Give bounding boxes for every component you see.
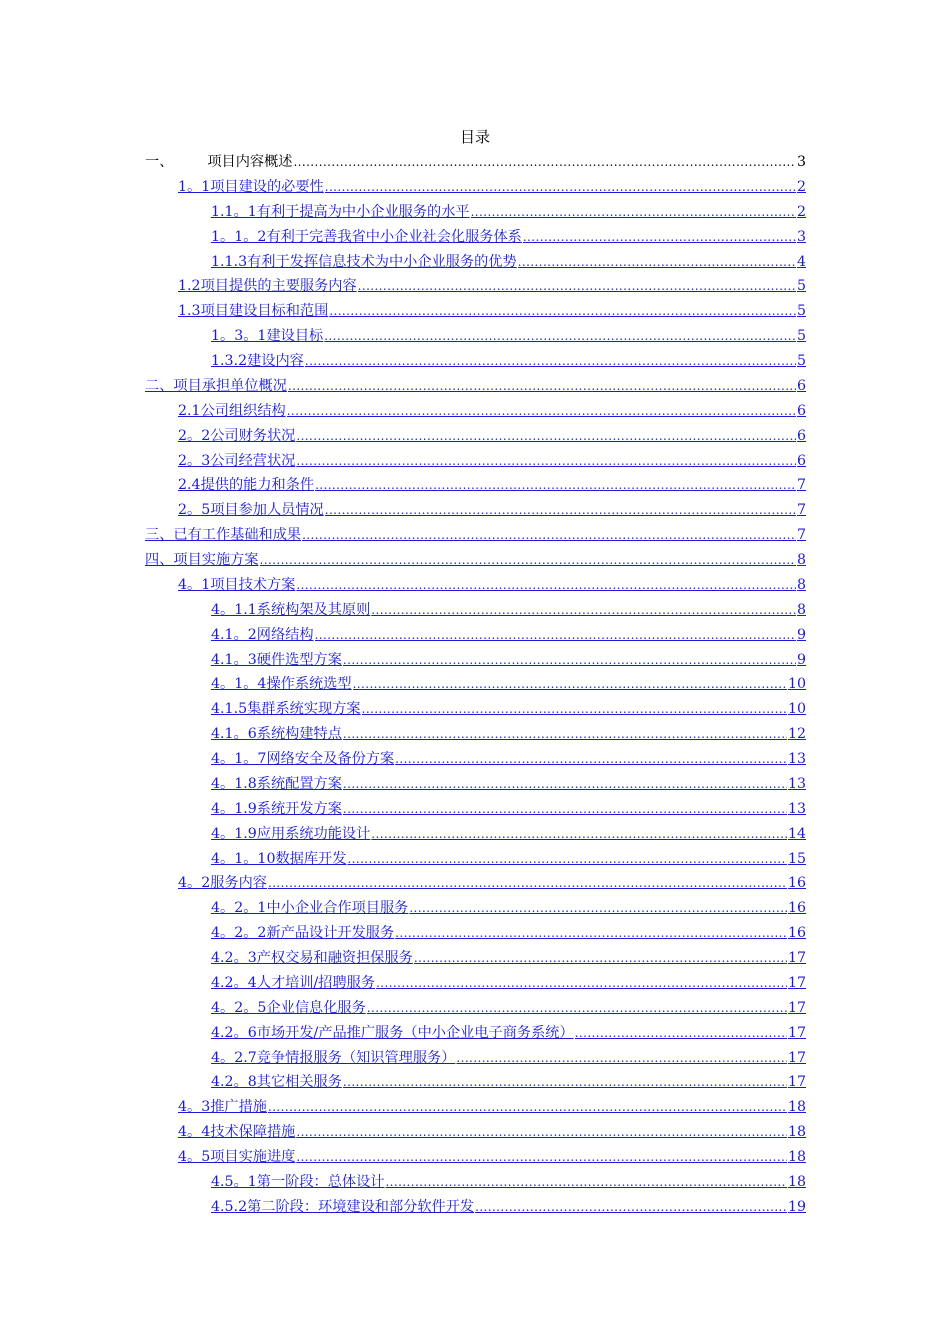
toc-entry-label: 2.1公司组织结构 <box>178 402 286 419</box>
toc-entry-label: 4.2。3产权交易和融资担保服务 <box>211 950 413 966</box>
toc-entry-label: 4。2服务内容 <box>178 875 267 892</box>
toc-dot-leader <box>362 697 787 722</box>
toc-dot-leader <box>471 200 796 225</box>
toc-page-number: 18 <box>787 1149 806 1165</box>
toc-entry-link[interactable] <box>145 896 806 921</box>
toc-entry-link[interactable] <box>145 473 806 498</box>
toc-page-number: 13 <box>787 751 806 767</box>
toc-dot-leader <box>523 225 796 250</box>
toc-entry-label: 4.1。2网络结构 <box>211 626 314 643</box>
toc-dot-leader <box>324 324 796 349</box>
toc-page-number: 7 <box>796 477 806 494</box>
table-of-contents <box>145 150 806 1220</box>
toc-entry-label: 4。2。2新产品设计开发服务 <box>211 925 395 942</box>
toc-dot-leader <box>296 1120 787 1145</box>
toc-entry-label: 2。3公司经营状况 <box>178 452 296 469</box>
toc-dot-leader <box>302 523 796 548</box>
toc-page-number: 13 <box>787 775 806 792</box>
toc-dot-leader <box>343 772 787 797</box>
toc-page-number: 15 <box>787 850 806 867</box>
toc-page-number: 17 <box>787 1074 806 1091</box>
toc-page-number: 14 <box>787 825 806 842</box>
toc-dot-leader <box>343 797 787 822</box>
toc-entry-link[interactable] <box>145 1145 806 1170</box>
toc-dot-leader <box>367 996 787 1021</box>
toc-entry-label: 2。5项目参加人员情况 <box>178 502 324 519</box>
toc-dot-leader <box>395 921 787 946</box>
toc-entry-link[interactable] <box>145 797 806 822</box>
toc-page-number: 16 <box>787 875 806 892</box>
toc-entry-label: 4。2。1中小企业合作项目服务 <box>211 900 409 917</box>
toc-dot-leader <box>287 399 796 424</box>
toc-dot-leader <box>343 1070 787 1095</box>
toc-entry-label: 四、项目实施方案 <box>145 552 259 568</box>
toc-entry-link[interactable] <box>145 225 806 250</box>
toc-page-number: 18 <box>787 1173 806 1190</box>
toc-dot-leader <box>260 548 796 573</box>
toc-entry-label: 1。1。2有利于完善我省中小企业社会化服务体系 <box>211 228 522 245</box>
toc-entry-label: 4.5.2第二阶段：环境建设和部分软件开发 <box>211 1198 475 1215</box>
toc-entry-label: 1.3项目建设目标和范围 <box>178 303 329 320</box>
toc-dot-leader <box>353 672 787 697</box>
toc-dot-leader <box>315 623 796 648</box>
toc-page-number: 8 <box>796 552 806 568</box>
toc-page-number: 17 <box>787 950 806 966</box>
toc-entry-label: 2.4提供的能力和条件 <box>178 477 315 494</box>
toc-entry-link[interactable] <box>145 175 806 200</box>
toc-page-number: 6 <box>796 452 806 469</box>
toc-dot-leader <box>268 871 787 896</box>
toc-entry-link[interactable] <box>145 772 806 797</box>
toc-page-number: 6 <box>796 377 806 394</box>
toc-entry-label: 4.2。8其它相关服务 <box>211 1074 342 1091</box>
toc-dot-leader <box>343 648 796 673</box>
toc-entry-link[interactable] <box>145 200 806 225</box>
toc-page-number: 12 <box>787 726 806 743</box>
toc-entry-link[interactable] <box>145 548 806 573</box>
toc-entry-link[interactable] <box>145 573 806 598</box>
toc-page-number: 10 <box>787 701 806 718</box>
toc-entry-link[interactable] <box>145 623 806 648</box>
toc-entry-link[interactable] <box>145 697 806 722</box>
toc-page-number: 17 <box>787 999 806 1016</box>
toc-entry-label: 4.1。6系统构建特点 <box>211 726 342 743</box>
toc-dot-leader <box>315 473 796 498</box>
toc-entry-label: 4。1.8系统配置方案 <box>211 775 342 792</box>
toc-dot-leader <box>325 175 796 200</box>
toc-page-number: 4 <box>796 253 806 270</box>
toc-entry-link[interactable] <box>145 1170 806 1195</box>
toc-page-number: 16 <box>787 900 806 917</box>
toc-entry-label: 4。4技术保障措施 <box>178 1124 296 1141</box>
toc-entry-link[interactable] <box>145 523 806 548</box>
toc-dot-leader <box>385 1170 786 1195</box>
toc-entry-label: 项目内容概述 <box>207 154 293 170</box>
toc-entry-label: 4。1项目技术方案 <box>178 576 296 593</box>
toc-entry-link[interactable] <box>145 449 806 474</box>
toc-entry-link[interactable] <box>145 1021 806 1046</box>
toc-dot-leader <box>325 498 796 523</box>
toc-dot-leader <box>296 573 796 598</box>
toc-entry-label: 1。1项目建设的必要性 <box>178 178 324 195</box>
toc-entry-link[interactable] <box>145 324 806 349</box>
toc-dot-leader <box>475 1195 787 1220</box>
toc-entry-label: 1.2项目提供的主要服务内容 <box>178 278 357 295</box>
toc-page-number: 3 <box>796 154 806 170</box>
toc-entry-label: 1.1.3有利于发挥信息技术为中小企业服务的优势 <box>211 253 517 270</box>
toc-page-number: 9 <box>796 651 806 668</box>
toc-page-number: 6 <box>796 427 806 444</box>
toc-dot-leader <box>414 946 787 971</box>
toc-dot-leader <box>329 299 796 324</box>
toc-page-number: 17 <box>787 974 806 991</box>
toc-dot-leader <box>371 598 796 623</box>
toc-entry-label: 1.3.2建设内容 <box>211 353 304 369</box>
toc-dot-leader <box>296 449 796 474</box>
toc-entry-label: 三、已有工作基础和成果 <box>145 527 302 544</box>
toc-entry-link[interactable] <box>145 672 806 697</box>
toc-page-number: 2 <box>796 178 806 195</box>
toc-entry-link[interactable] <box>145 1120 806 1145</box>
toc-page-number: 16 <box>787 925 806 942</box>
toc-entry-link[interactable] <box>145 946 806 971</box>
toc-entry-label: 4。1。4操作系统选型 <box>211 676 352 693</box>
toc-page-number: 8 <box>796 601 806 618</box>
toc-entry-link[interactable] <box>145 374 806 399</box>
toc-entry-label: 4。1.9应用系统功能设计 <box>211 825 371 842</box>
toc-dot-leader <box>371 822 787 847</box>
toc-entry-link[interactable] <box>145 971 806 996</box>
toc-dot-leader <box>376 971 787 996</box>
toc-dot-leader <box>395 747 787 772</box>
toc-dot-leader <box>347 847 787 872</box>
toc-dot-leader <box>456 1046 787 1071</box>
toc-page-number: 13 <box>787 800 806 817</box>
toc-entry-prefix: 一、 <box>145 154 174 170</box>
toc-entry-link[interactable] <box>145 598 806 623</box>
toc-dot-leader <box>575 1021 787 1046</box>
toc-dot-leader <box>268 1095 787 1120</box>
toc-page-number: 5 <box>796 328 806 345</box>
toc-entry-link[interactable] <box>145 722 806 747</box>
toc-entry-label: 4.1.5集群系统实现方案 <box>211 701 361 718</box>
toc-entry-label: 4。2。5企业信息化服务 <box>211 999 366 1016</box>
toc-page-number: 18 <box>787 1124 806 1141</box>
toc-entry-label: 4.2。4人才培训/招聘服务 <box>211 974 376 991</box>
toc-entry-link[interactable] <box>145 1195 806 1220</box>
toc-dot-leader <box>409 896 787 921</box>
toc-dot-leader <box>296 424 796 449</box>
toc-entry-label: 4。1.9系统开发方案 <box>211 800 342 817</box>
toc-entry-label: 4。5项目实施进度 <box>178 1149 296 1165</box>
toc-page-number: 17 <box>787 1049 806 1066</box>
toc-entry <box>145 150 806 175</box>
toc-entry-link[interactable] <box>145 847 806 872</box>
toc-page-number: 17 <box>787 1024 806 1041</box>
toc-entry-label: 4。1。10数据库开发 <box>211 850 347 867</box>
toc-entry-link[interactable] <box>145 747 806 772</box>
toc-entry-link[interactable] <box>145 921 806 946</box>
toc-page-number: 3 <box>796 228 806 245</box>
toc-dot-leader <box>343 722 787 747</box>
toc-dot-leader <box>305 349 796 374</box>
toc-entry-link[interactable] <box>145 299 806 324</box>
toc-page-number: 5 <box>796 278 806 295</box>
toc-dot-leader <box>296 1145 787 1170</box>
toc-entry-label: 二、项目承担单位概况 <box>145 377 287 394</box>
toc-entry-link[interactable] <box>145 274 806 299</box>
toc-entry-label: 4。2.7竞争情报服务（知识管理服务） <box>211 1049 456 1066</box>
toc-page-number: 5 <box>796 303 806 320</box>
toc-entry-label: 1。3。1建设目标 <box>211 328 324 345</box>
toc-entry-link[interactable] <box>145 822 806 847</box>
toc-page-number: 6 <box>796 402 806 419</box>
toc-page-number: 8 <box>796 576 806 593</box>
toc-dot-leader <box>293 150 796 175</box>
toc-entry-label: 1.1。1有利于提高为中小企业服务的水平 <box>211 203 470 220</box>
toc-page-number: 9 <box>796 626 806 643</box>
toc-entry-link[interactable] <box>145 498 806 523</box>
toc-entry-label: 4.1。3硬件选型方案 <box>211 651 342 668</box>
toc-dot-leader <box>288 374 796 399</box>
toc-page-number: 5 <box>796 353 806 369</box>
toc-dot-leader <box>358 274 796 299</box>
toc-page-number: 7 <box>796 527 806 544</box>
toc-entry-link[interactable] <box>145 1095 806 1120</box>
toc-page-number: 10 <box>787 676 806 693</box>
toc-entry-link[interactable] <box>145 871 806 896</box>
toc-entry-label: 4.2。6市场开发/产品推广服务（中小企业电子商务系统） <box>211 1024 574 1041</box>
toc-entry-link[interactable] <box>145 349 806 374</box>
toc-dot-leader <box>518 250 796 275</box>
toc-page-number: 18 <box>787 1099 806 1116</box>
toc-entry-link[interactable] <box>145 424 806 449</box>
toc-entry-link[interactable] <box>145 250 806 275</box>
toc-page-number: 2 <box>796 203 806 220</box>
toc-entry-label: 4。3推广措施 <box>178 1099 267 1116</box>
toc-entry-label: 4。1.1系统构架及其原则 <box>211 601 371 618</box>
toc-page-number: 7 <box>796 502 806 519</box>
toc-title: 目录 <box>459 128 490 146</box>
toc-entry-link[interactable] <box>145 648 806 673</box>
toc-page-number: 19 <box>787 1198 806 1215</box>
toc-entry-link[interactable] <box>145 1046 806 1071</box>
toc-entry-label: 4.5。1第一阶段：总体设计 <box>211 1173 385 1190</box>
toc-entry-label: 4。1。7网络安全及备份方案 <box>211 751 395 767</box>
toc-entry-label: 2。2公司财务状况 <box>178 427 296 444</box>
toc-entry-link[interactable] <box>145 1070 806 1095</box>
toc-entry-link[interactable] <box>145 996 806 1021</box>
toc-entry-link[interactable] <box>145 399 806 424</box>
